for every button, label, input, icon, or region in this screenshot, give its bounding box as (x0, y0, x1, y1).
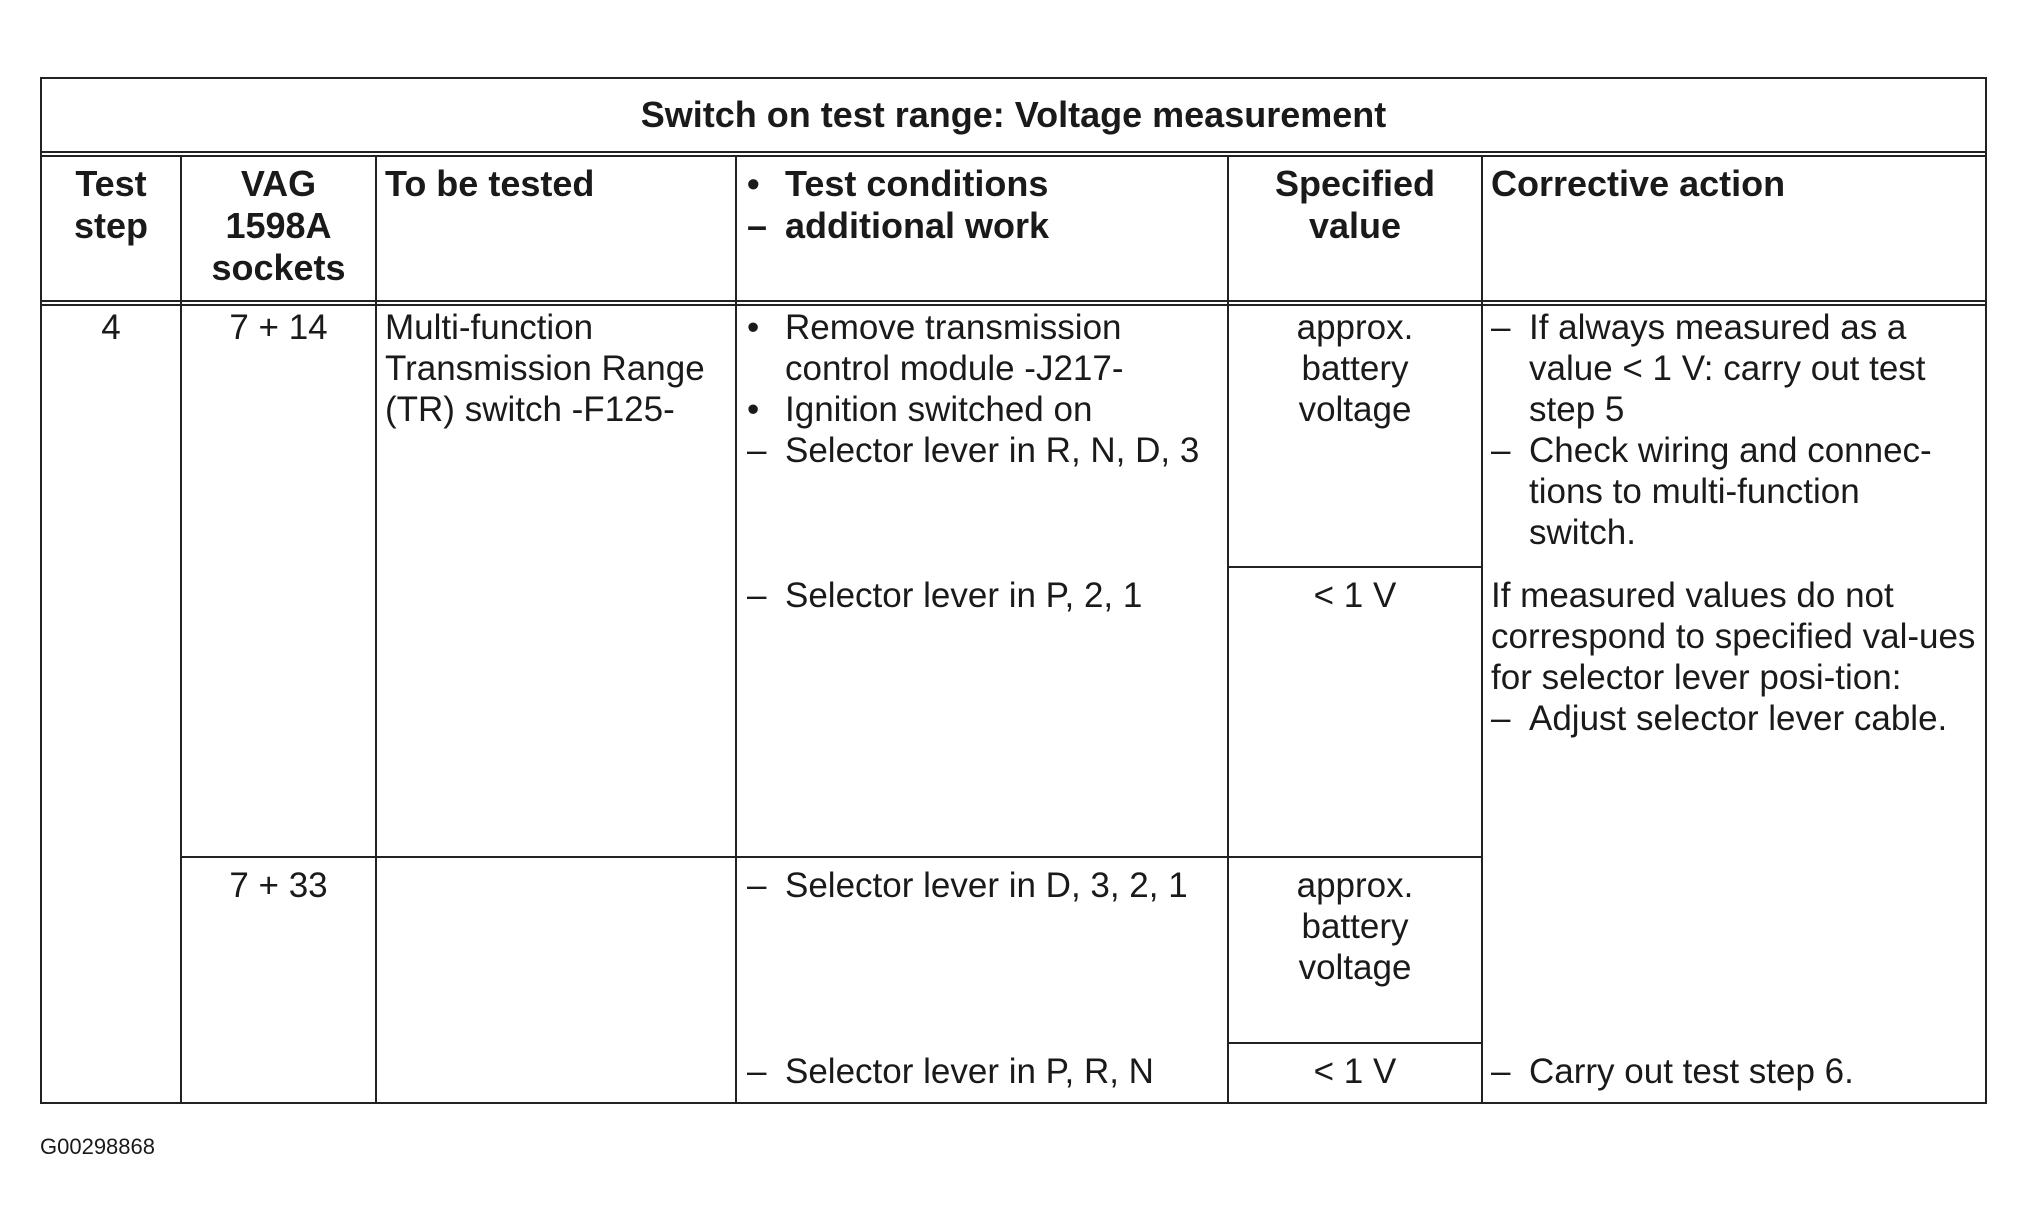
header-test-conditions: • Test conditions – additional work (747, 163, 1050, 246)
header-divider (42, 300, 1985, 306)
list-item: – Selector lever in R, N, D, 3 (747, 431, 1200, 470)
col-divider (735, 157, 737, 1102)
list-item: – Adjust selector lever cable. (1491, 699, 1948, 738)
corrective-action: If measured values do not correspond to specified val-ues for selector lever posi-tion: – Adjust selector lever cable. (1491, 576, 1976, 738)
col-divider (1481, 157, 1483, 1102)
header-sockets: VAG 1598A sockets (211, 163, 346, 288)
list-item: – Selector lever in P, 2, 1 (747, 576, 1143, 615)
header-corrective-action: Corrective action (1491, 163, 1786, 204)
row-divider (180, 856, 1483, 858)
list-item: – If always measured as a value < 1 V: carry out test step 5 (1491, 308, 1926, 429)
header-to-be-tested: To be tested (385, 163, 595, 204)
header-test-step: Test step (73, 163, 149, 246)
corrective-action (1491, 307, 1976, 553)
sockets-value: 7 + 14 (229, 308, 328, 347)
header-specified-value: Specified value (1274, 163, 1436, 246)
col-divider (375, 157, 377, 1102)
list-item: – Selector lever in D, 3, 2, 1 (747, 866, 1188, 905)
col-divider (180, 157, 182, 1102)
list-item: – Carry out test step 6. (1491, 1052, 1854, 1091)
specified-value: < 1 V (1313, 576, 1397, 615)
title-divider (42, 151, 1985, 157)
corrective-action (1491, 1051, 1976, 1092)
figure-id: G00298868 (40, 1134, 155, 1159)
table-title: Switch on test range: Voltage measurement (640, 94, 1387, 135)
sockets-value: 7 + 33 (229, 866, 328, 905)
voltage-test-table (40, 77, 1987, 1104)
condition-list (747, 575, 1217, 616)
specified-value: approx. battery voltage (1296, 308, 1414, 429)
list-item: – Selector lever in P, R, N (747, 1052, 1154, 1091)
condition-list (747, 865, 1217, 906)
component-name: Multi-function Transmission Range (TR) switch -F125- (385, 308, 705, 429)
condition-list (747, 1051, 1217, 1092)
specified-value: approx. battery voltage (1296, 866, 1414, 987)
list-item: • Ignition switched on (747, 390, 1093, 429)
list-item: – Check wiring and connec-tions to multi-function switch. (1491, 431, 1932, 552)
row-divider (1227, 1042, 1483, 1044)
row-divider (1227, 566, 1483, 568)
list-item: • Remove transmission control module -J217- (747, 308, 1124, 388)
test-step-value: 4 (101, 308, 121, 347)
condition-list (747, 307, 1217, 471)
specified-value: < 1 V (1313, 1052, 1397, 1091)
